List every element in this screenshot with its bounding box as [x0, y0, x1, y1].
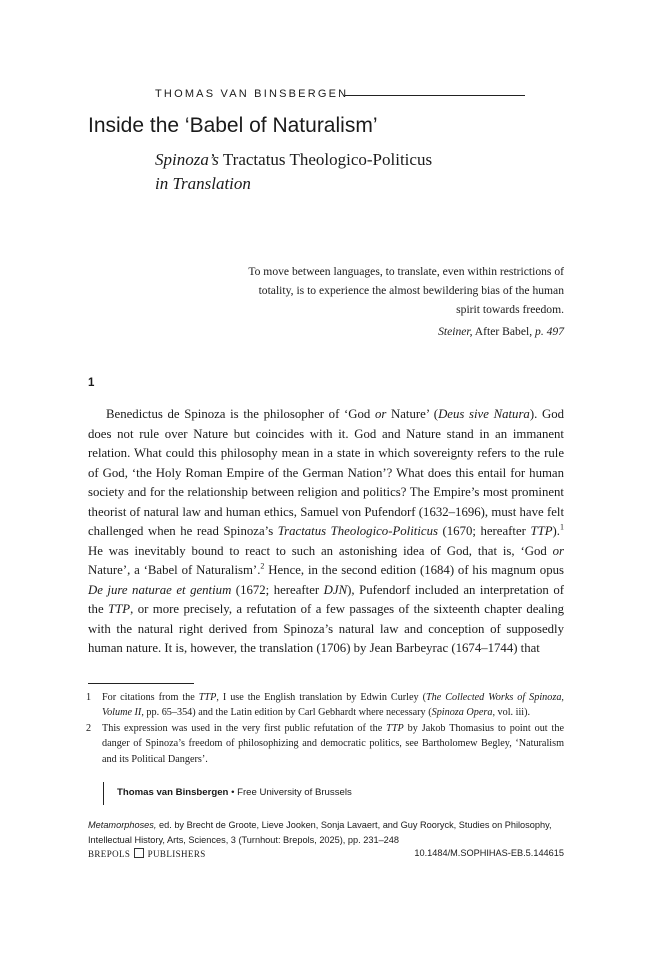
epigraph-work: After Babel,	[474, 325, 533, 338]
subtitle-italic-2: in Translation	[155, 174, 251, 193]
subtitle-roman: Tractatus Theologico-Politicus	[222, 150, 433, 169]
epigraph-page: p. 497	[535, 325, 564, 338]
epigraph-source	[438, 325, 564, 338]
footnote-number: 2	[86, 722, 92, 734]
article-title: Inside the ‘Babel of Naturalism’	[88, 114, 378, 137]
author-affiliation: Thomas van Binsbergen • Free University of Brussels	[117, 787, 352, 798]
footnote-2: 2 This expression was used in the very first public refutation of the TTP by Jakob Thomasius to point out the danger of Spinoza’s freedom of philosophizing and democratic politics, see Bartholomew Begley, ‘Naturalism and its Political Dangers’.	[86, 722, 564, 765]
footnote-rule	[88, 683, 194, 684]
body-paragraph: Benedictus de Spinoza is the philosopher of ‘God or Nature’ (Deus sive Natura). God does not rule over Nature but coincides with it. God and Nature stand in an immanent relation. What could this philosophy mean in a state in which sovereignty refers to the rule of God, ‘the Holy Roman Empire of the German Nation’? What does this entail for human society and for the relationship between religion and politics? The Empire’s most prominent theorist of natural law and human ethics, Samuel von Pufendorf (1632–1696), must have felt challenged when he read Spinoza’s Tractatus Theologico-Politicus (1670; hereafter TTP).$^1$ He was inevitably bound to react to such an astonishing idea of God, that is, ‘God or Nature’, a ‘Babel of Naturalism’.$^2$ Hence, in the second edition (1684) of his magnum opus De jure naturae et gentium (1672; hereafter DJN), Pufendorf included an interpretation of the TTP, or more precisely, a refutation of a few passages of the sixteenth chapter dealing with the natural right derived from Spinoza’s natural law and conception of supposedly human nature. It is, however, the translation (1706) by Jean Barbeyrac (1674–1744) that	[88, 407, 564, 655]
publisher-logo: BREPOLS PUBLISHERS	[88, 849, 206, 859]
footnote-number: 1	[86, 692, 92, 703]
affiliation-institution: Free University of Brussels	[237, 787, 352, 798]
affiliation-bar	[103, 782, 104, 805]
footnote-ref-2[interactable]: 2	[260, 561, 265, 571]
affiliation-name: Thomas van Binsbergen	[117, 787, 229, 798]
subtitle-italic: Spinoza’s	[155, 150, 219, 169]
footnotes	[88, 690, 564, 767]
header-rule	[345, 95, 525, 96]
publisher-emblem-icon	[134, 848, 144, 858]
section-number: 1	[88, 377, 95, 389]
citation-block: Metamorphoses, ed. by Brecht de Groote, Lieve Jooken, Sonja Lavaert, and Guy Rooryck, Studies on Philosophy, Intellectual History, Arts, Sciences, 3 (Turnhout: Brepols, 2025), pp. 231–248	[88, 820, 552, 845]
running-author: THOMAS VAN BINSBERGEN	[155, 88, 349, 100]
publisher-row	[88, 848, 564, 862]
volume-title: Metamorphoses,	[88, 820, 157, 830]
epigraph: To move between languages, to translate, even within restrictions of totality, is to experience the almost bewildering bias of the human spirit towards freedom.	[248, 265, 564, 316]
doi[interactable]: 10.1484/M.SOPHIHAS-EB.5.144615	[414, 848, 564, 858]
footnote-1: 1 For citations from the TTP, I use the English translation by Edwin Curley (The Collected Works of Spinoza, Volume II, pp. 65–354) and the Latin edition by Carl Gebhardt where necessary (Spinoza Opera, vol. iii).	[86, 692, 564, 719]
footnote-ref-1[interactable]: 1	[560, 522, 564, 532]
article-subtitle-line1	[155, 150, 432, 170]
article-subtitle-line2	[155, 174, 251, 194]
body-text	[88, 405, 564, 659]
epigraph-author: Steiner,	[438, 325, 473, 338]
